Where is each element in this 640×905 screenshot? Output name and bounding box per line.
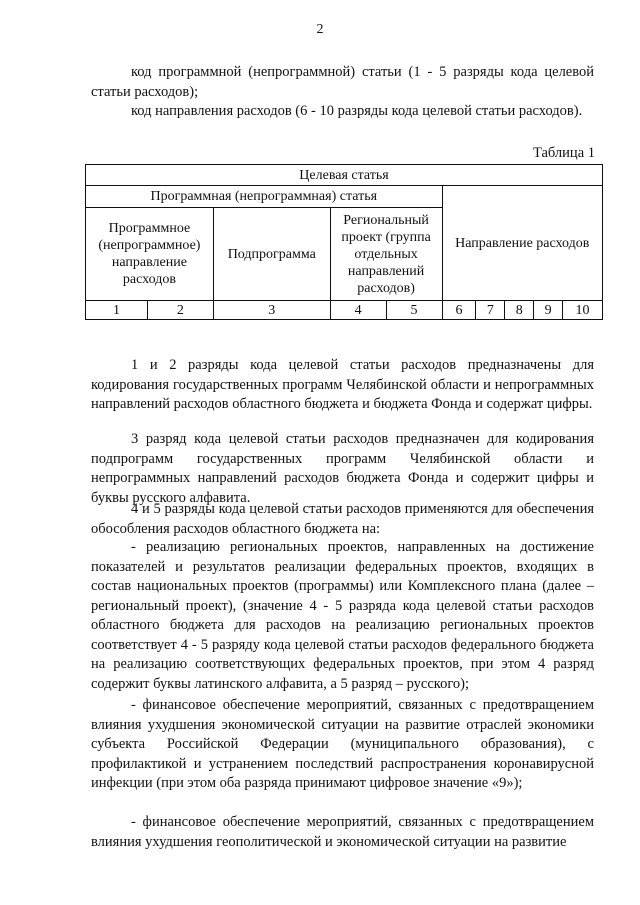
digit-cell: 9 [534, 301, 563, 320]
body-paragraph-2: 3 разряд кода целевой статьи расходов предназначен для кодирования подпрограмм государственных программ Челябинской области и непрограммных направлений расходов бюджета Фонда и содержит цифры и буквы русского алфавита. [91, 431, 594, 506]
page-number: 2 [316, 22, 324, 37]
digit-cell: 5 [386, 301, 442, 320]
body-paragraph-5: - финансовое обеспечение мероприятий, связанных с предотвращением влияния ухудшения экономической ситуации на развитие отраслей экономики субъекта Российской Федерации (муниципального образования), с профилактикой и устранением последствий распространения коронавирусной инфекции (при этом оба разряда принимают цифровое значение «9»); [91, 697, 594, 791]
digit-cell: 10 [563, 301, 603, 320]
digit-cell: 2 [147, 301, 213, 320]
target-article-table [85, 164, 603, 320]
body-paragraph-6: - финансовое обеспечение мероприятий, связанных с предотвращением влияния ухудшения геополитической и экономической ситуации на развитие [91, 814, 594, 850]
header-regional-project: Региональный проект (группа отдельных направлений расходов) [330, 208, 442, 301]
digit-cell: 7 [476, 301, 505, 320]
body-paragraph-3: 4 и 5 разряды кода целевой статьи расходов применяются для обеспечения обособления расходов областного бюджета на: [91, 501, 594, 537]
intro-paragraph-2: код направления расходов (6 - 10 разряды кода целевой статьи расходов). [131, 103, 583, 119]
digit-cell: 8 [505, 301, 534, 320]
body-paragraph-1: 1 и 2 разряды кода целевой статьи расходов предназначены для кодирования государственных программ Челябинской области и непрограммных направлений расходов областного бюджета и бюджета Фонда и содержат цифры. [91, 357, 594, 412]
intro-paragraph-1: код программной (непрограммной) статьи (1 - 5 разряды кода целевой статьи расходов); [91, 64, 594, 100]
digit-cell: 4 [330, 301, 386, 320]
header-program-article: Программная (непрограммная) статья [86, 186, 443, 208]
header-expense-direction: Направление расходов [442, 186, 602, 301]
header-subprogram: Подпрограмма [213, 208, 330, 301]
body-paragraph-4: - реализацию региональных проектов, направленных на достижение показателей и результатов реализации федеральных проектов, входящих в состав национальных проектов (программы) или Комплексного плана (далее – региональный проект), (значение 4 - 5 разряда кода целевой статьи расходов областного бюджета для расходов на реализацию региональных проектов соответствует 4 - 5 разряду кода целевой статьи расходов федерального бюджета на реализацию соответствующих федеральных проектов, при этом 4 разряд содержит буквы латинского алфавита, а 5 разряд – русского); [91, 539, 594, 692]
digit-cell: 6 [442, 301, 476, 320]
digit-cell: 1 [86, 301, 148, 320]
table-caption: Таблица 1 [532, 145, 595, 161]
header-target-article: Целевая статья [86, 165, 603, 186]
digit-cell: 3 [213, 301, 330, 320]
header-program-direction: Программное (непрограммное) направление расходов [86, 208, 214, 301]
